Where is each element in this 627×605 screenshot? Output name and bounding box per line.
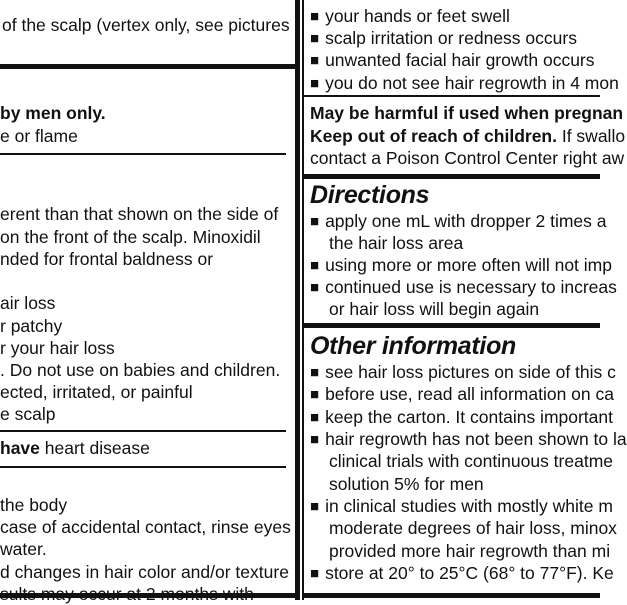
left-p2-line4: . Do not use on babies and children. (0, 360, 281, 380)
left-divider-3 (0, 466, 286, 468)
left-p1-line3: nded for frontal baldness or (0, 249, 214, 269)
other-item-5-line1: ■ in clinical studies with mostly white m (310, 495, 613, 519)
left-p2-line2: r patchy (0, 316, 63, 336)
other-item-4-line2: clinical trials with continuous treatme (329, 451, 614, 471)
left-p3-line2: case of accidental contact, rinse eyes (0, 517, 291, 537)
heart-disease-line (0, 437, 150, 459)
direction-3-line1: ■ continued use is necessary to increas (310, 276, 617, 300)
other-item-4-line1: ■ hair regrowth has not been shown to la (310, 428, 627, 452)
other-item-5-line3: provided more hair regrowth than mi (329, 541, 611, 561)
directions-heading: Directions (310, 181, 430, 209)
other-item-2: ■ before use, read all information on ca (310, 383, 614, 407)
left-p3-line3: water. (0, 539, 47, 559)
left-p1-line1: erent than that shown on the side of (0, 204, 279, 224)
other-item-3: ■ keep the carton. It contains important (310, 406, 613, 430)
other-information-heading: Other information (310, 332, 517, 360)
left-p1-line2: on the front of the scalp. Minoxidil (0, 227, 261, 247)
left-p2-line6: e scalp (0, 404, 56, 424)
direction-2-line1: ■ using more or more often will not imp (310, 254, 612, 278)
left-p3-line4: d changes in hair color and/or texture (0, 562, 289, 582)
men-only-text: by men only. (0, 103, 106, 123)
right-section-divider-thick-2 (302, 323, 600, 328)
children-bold: Keep out of reach of children. (310, 126, 557, 146)
left-divider-1 (0, 153, 286, 155)
left-p2-line5: ected, irritated, or painful (0, 382, 193, 402)
left-p3-line5: sults may occur at 2 months with (0, 584, 254, 604)
children-rest: If swallo (556, 126, 626, 146)
other-item-5-line2: moderate degrees of hair loss, minox (329, 518, 617, 538)
left-p3-line1: the body (0, 495, 68, 515)
poison-control-line: contact a Poison Control Center right aw (310, 148, 625, 168)
heart-rest: heart disease (39, 438, 150, 458)
direction-3-line2: or hair loss will begin again (329, 299, 540, 319)
right-section-divider-thick (302, 174, 600, 179)
heart-bold: have (0, 438, 40, 458)
flame-text: e or flame (0, 126, 78, 146)
other-item-1: ■ see hair loss pictures on side of this c (310, 361, 616, 385)
warning-bullet-3: ■ unwanted facial hair growth occurs (310, 49, 595, 73)
right-bottom-border (302, 593, 600, 598)
right-panel-left-border (302, 0, 304, 600)
left-section-divider-thick (0, 64, 297, 69)
direction-1-line2: the hair loss area (329, 233, 464, 253)
pregnancy-warning: May be harmful if used when pregnan (310, 103, 624, 123)
left-panel-right-border (295, 0, 300, 600)
left-p2-line1: air loss (0, 293, 56, 313)
warning-bullet-1: ■ your hands or feet swell (310, 5, 510, 29)
other-item-6: ■ store at 20° to 25°C (68° to 77°F). Ke (310, 562, 614, 586)
left-top-line: of the scalp (vertex only, see pictures (2, 15, 290, 35)
other-item-4-line3: solution 5% for men (329, 474, 484, 494)
warning-bullet-4: ■ you do not see hair regrowth in 4 mon (310, 72, 619, 96)
children-warning (310, 125, 625, 147)
direction-1-line1: ■ apply one mL with dropper 2 times a (310, 210, 607, 234)
left-divider-2 (0, 430, 286, 432)
left-p2-line3: r your hair loss (0, 338, 115, 358)
warning-bullet-2: ■ scalp irritation or redness occurs (310, 27, 577, 51)
